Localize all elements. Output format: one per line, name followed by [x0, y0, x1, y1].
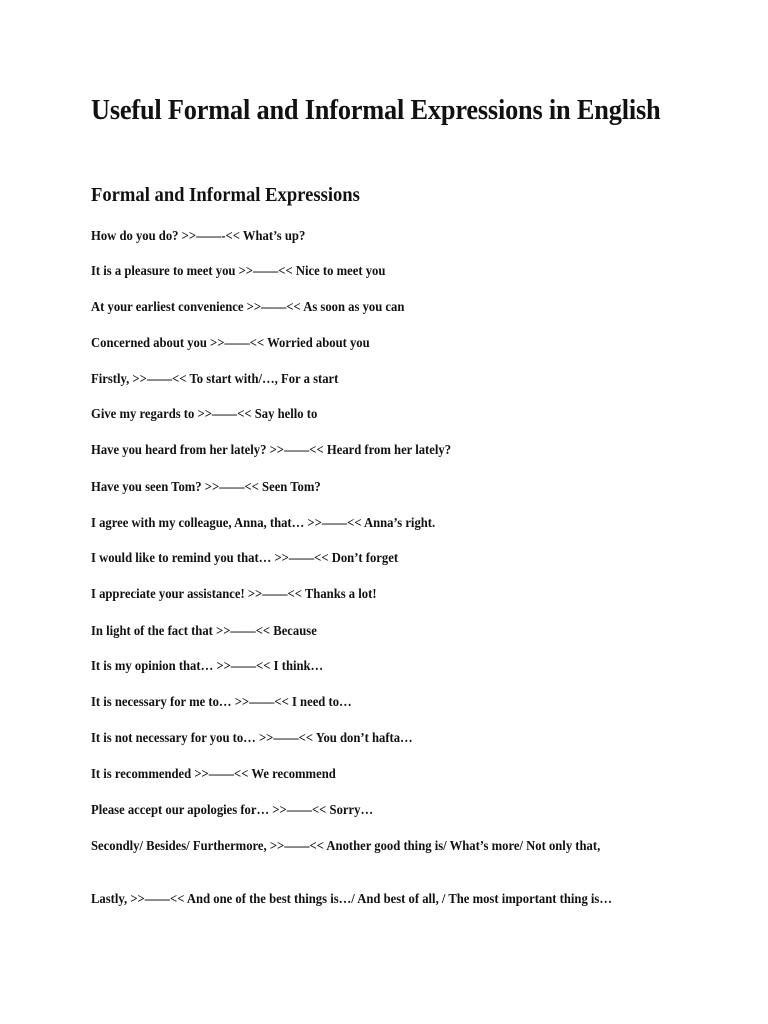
expression-item: At your earliest convenience >>——<< As soon as you can — [91, 299, 405, 314]
expression-item: Have you seen Tom? >>——<< Seen Tom? — [91, 479, 321, 494]
expression-item: I appreciate your assistance! >>——<< Thanks a lot! — [91, 586, 377, 601]
expression-item: It is not necessary for you to… >>——<< You don’t hafta… — [91, 730, 413, 745]
expression-item: Lastly, >>——<< And one of the best things is…/ And best of all, / The most important thing is… — [91, 891, 613, 906]
expression-item: Firstly, >>——<< To start with/…, For a start — [91, 371, 339, 386]
expression-item: Concerned about you >>——<< Worried about you — [91, 335, 370, 350]
expression-item: Have you heard from her lately? >>——<< Heard from her lately? — [91, 442, 452, 457]
expression-item: Secondly/ Besides/ Furthermore, >>——<< Another good thing is/ What’s more/ Not only that, — [91, 838, 601, 853]
document-title: Useful Formal and Informal Expressions in English — [91, 95, 661, 126]
expression-item: It is a pleasure to meet you >>——<< Nice to meet you — [91, 263, 386, 278]
expression-item: How do you do? >>——-<< What’s up? — [91, 228, 306, 243]
expression-item: It is recommended >>——<< We recommend — [91, 766, 336, 781]
expression-item: I agree with my colleague, Anna, that… >>——<< Anna’s right. — [91, 515, 436, 530]
expression-item: It is my opinion that… >>——<< I think… — [91, 658, 324, 673]
document-page — [91, 93, 691, 906]
expression-item: It is necessary for me to… >>——<< I need to… — [91, 694, 352, 709]
section-heading: Formal and Informal Expressions — [91, 184, 360, 206]
expression-item: In light of the fact that >>——<< Because — [91, 623, 317, 638]
expression-item: Give my regards to >>——<< Say hello to — [91, 406, 318, 421]
expression-item: I would like to remind you that… >>——<< Don’t forget — [91, 550, 399, 565]
expression-item: Please accept our apologies for… >>——<< Sorry… — [91, 802, 374, 817]
